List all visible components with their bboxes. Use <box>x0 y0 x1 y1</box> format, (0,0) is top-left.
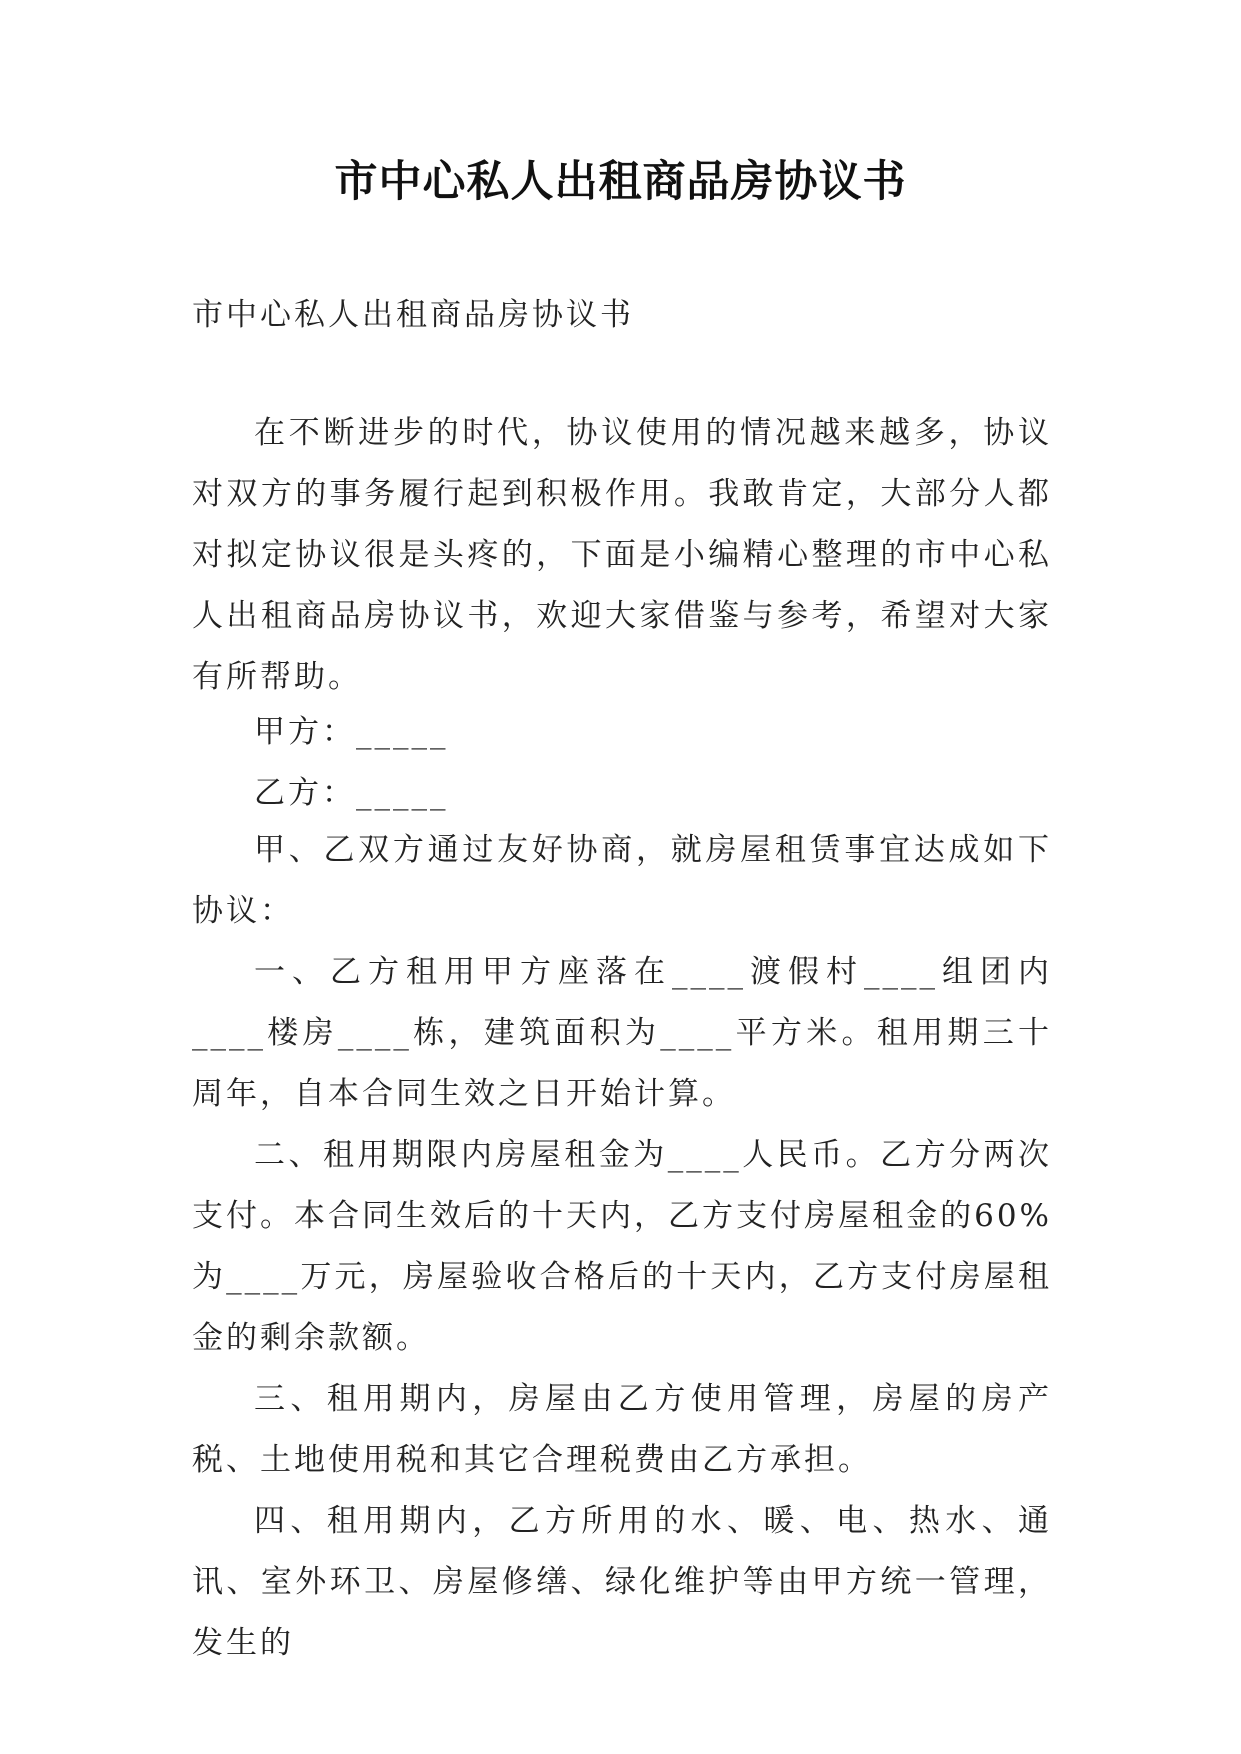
party-b-line: 乙方：_____ <box>254 775 449 811</box>
clause-2: 二、租用期限内房屋租金为____人民币。乙方分两次支付。本合同生效后的十天内，乙方支付房屋租金的60%为____万元，房屋验收合格后的十天内，乙方支付房屋租金的剩余款额。 <box>192 1137 1052 1356</box>
intro-text: 在不断进步的时代，协议使用的情况越来越多，协议对双方的事务履行起到积极作用。我敢肯定，大部分人都对拟定协议很是头疼的，下面是小编精心整理的市中心私人出租商品房协议书，欢迎大家借鉴与参考，希望对大家有所帮助。 <box>192 415 1052 695</box>
clause-3: 三、租用期内，房屋由乙方使用管理，房屋的房产税、土地使用税和其它合理税费由乙方承担。 <box>192 1381 1052 1478</box>
clause-preamble: 甲、乙双方通过友好协商，就房屋租赁事宜达成如下协议： <box>192 832 1052 929</box>
clause-4: 四、租用期内，乙方所用的水、暖、电、热水、通讯、室外环卫、房屋修缮、绿化维护等由甲方统一管理，发生的 <box>192 1503 1052 1661</box>
intro-paragraph <box>192 403 1052 708</box>
subtitle-text: 市中心私人出租商品房协议书 <box>192 297 634 333</box>
clause-1: 一、乙方租用甲方座落在____渡假村____组团内____楼房____栋，建筑面积为____平方米。租用期三十周年，自本合同生效之日开始计算。 <box>192 954 1052 1112</box>
parties-block <box>192 702 1052 824</box>
document-title: 市中心私人出租商品房协议书 <box>334 157 907 207</box>
document-subtitle <box>192 290 1052 340</box>
clauses-block <box>192 820 1052 1674</box>
party-a-line: 甲方：_____ <box>254 714 449 750</box>
